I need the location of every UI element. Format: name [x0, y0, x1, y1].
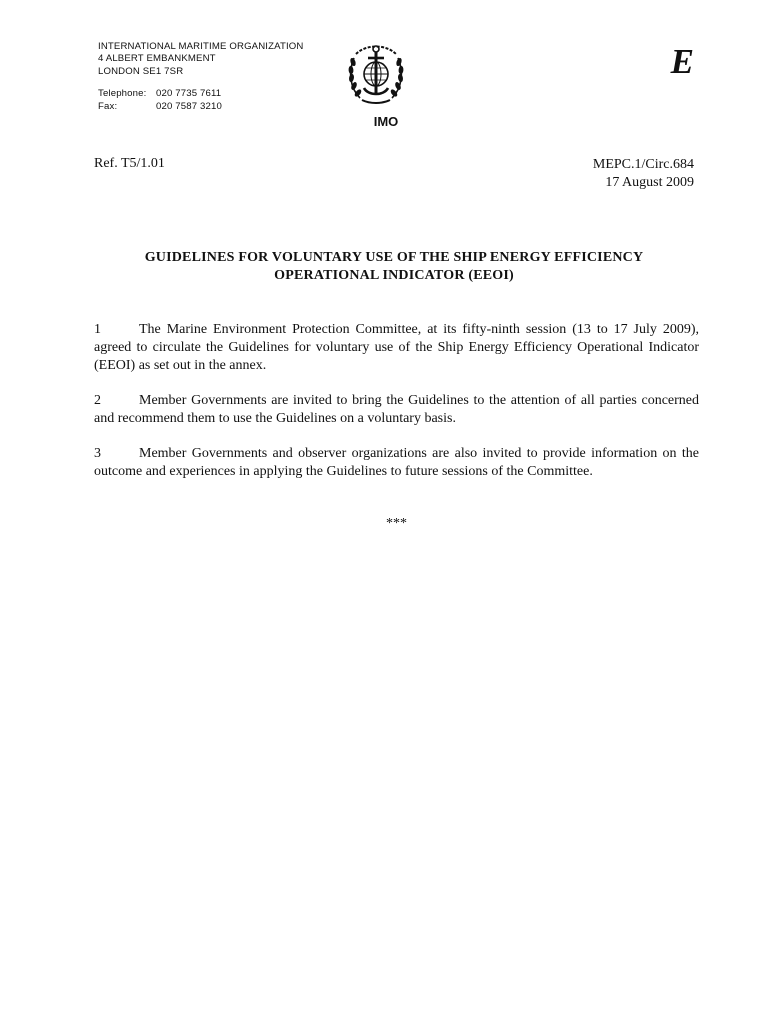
document-title: [94, 249, 694, 285]
address-line-1: 4 ALBERT EMBANKMENT: [98, 53, 216, 65]
paragraph-2: [94, 392, 699, 428]
paragraph-text: Member Governments are invited to bring the Guidelines to the attention of all parties concerned and recommend them to use the Guidelines on a voluntary basis.: [94, 393, 699, 426]
end-marker: ***: [386, 516, 407, 531]
fax-label: Fax:: [98, 100, 118, 112]
paragraph-number: 3: [94, 446, 101, 461]
org-name: INTERNATIONAL MARITIME ORGANIZATION: [98, 41, 304, 52]
paragraph-text: Member Governments and observer organizations are also invited to provide information on the outcome and experiences in applying the Guidelines to future sessions of the Committee.: [94, 446, 699, 479]
fax-row: [98, 101, 303, 113]
reference-number: Ref. T5/1.01: [94, 156, 165, 171]
imo-emblem-icon: [346, 40, 406, 106]
letterhead: [98, 41, 303, 113]
document-meta: [593, 156, 694, 192]
paragraph-number: 1: [94, 322, 101, 337]
fax-value: 020 7587 3210: [156, 100, 222, 112]
title-line-2: OPERATIONAL INDICATOR (EEOI): [274, 268, 514, 283]
imo-label: IMO: [373, 114, 399, 129]
telephone-value: 020 7735 7611: [156, 88, 222, 100]
document-code: MEPC.1/Circ.684: [592, 157, 694, 172]
title-line-1: GUIDELINES FOR VOLUNTARY USE OF THE SHIP ENERGY EFFICIENCY: [144, 250, 644, 265]
contact-block: [98, 88, 303, 113]
body-paragraphs: [94, 321, 699, 498]
paragraph-3: [94, 445, 699, 481]
language-mark: E: [670, 42, 694, 81]
telephone-row: [98, 88, 303, 100]
telephone-label: Telephone:: [98, 88, 147, 100]
paragraph-text: The Marine Environment Protection Committee, at its fifty-ninth session (13 to 17 July 2009), agreed to circulate the Guidelines for voluntary use of the Ship Energy Efficiency Operational Indicator (EEOI) as set out in the annex.: [94, 322, 699, 373]
paragraph-1: [94, 321, 699, 375]
address-line-2: LONDON SE1 7SR: [98, 65, 184, 77]
document-date: 17 August 2009: [605, 175, 694, 190]
paragraph-number: 2: [94, 393, 101, 408]
